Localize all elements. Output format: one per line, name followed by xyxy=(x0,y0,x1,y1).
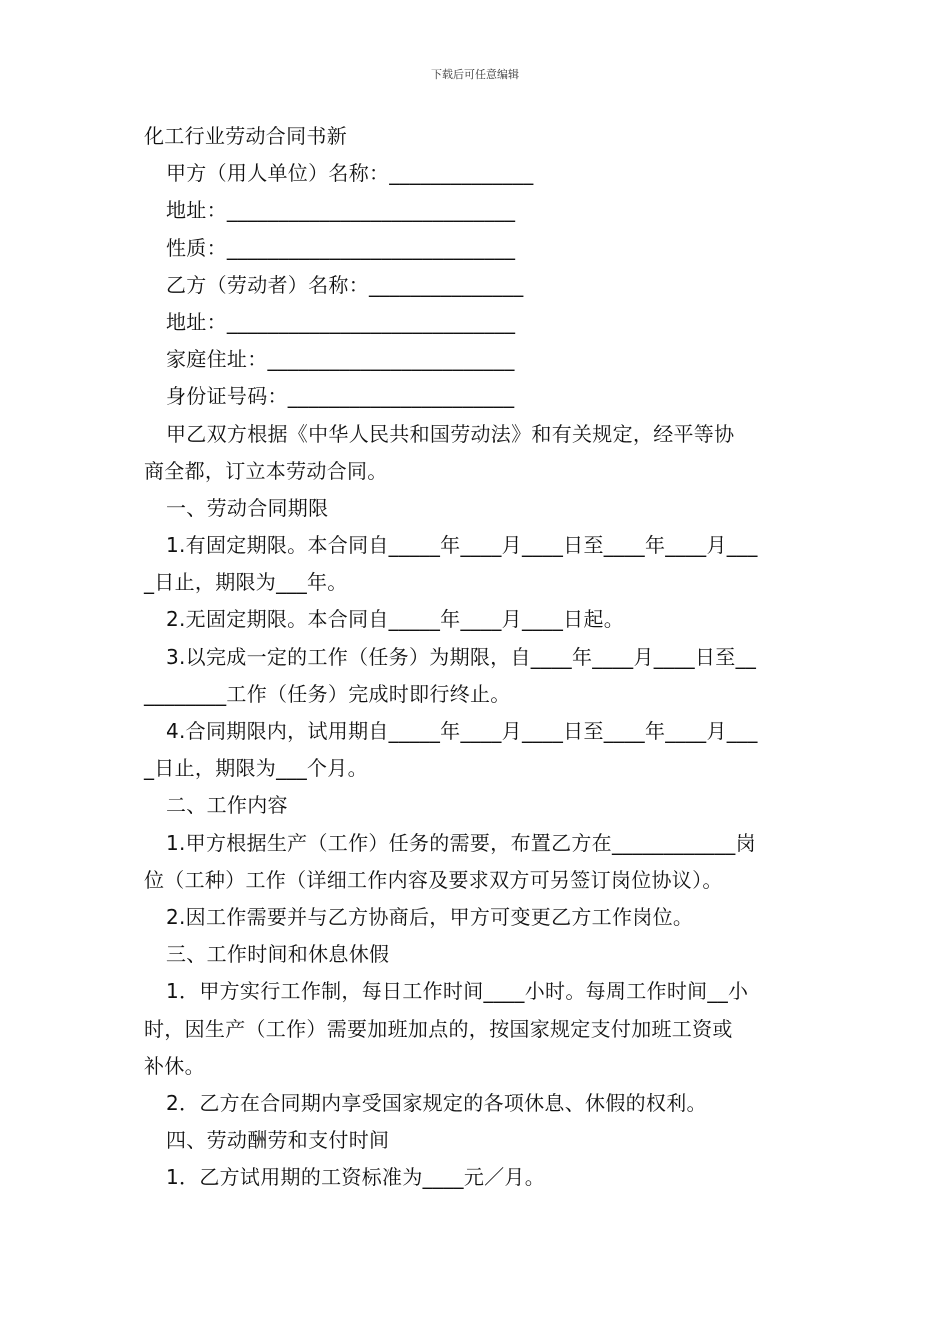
party-b-id-number-line: 身份证号码：______________________ xyxy=(166,384,515,409)
clause-1-3-line-1: 3.以完成一定的工作（任务）为期限，自____年____月____日至__ xyxy=(166,644,757,669)
clause-1-4-line-1: 4.合同期限内，试用期自_____年____月____日至____年____月___ xyxy=(166,719,758,743)
clause-1-1-line-2: _日止，期限为___年。 xyxy=(144,570,348,595)
party-b-home-address-line: 家庭住址：________________________ xyxy=(166,347,515,372)
section-heading-term: 一、劳动合同期限 xyxy=(166,495,329,520)
clause-1-2: 2.无固定期限。本合同自_____年____月____日起。 xyxy=(166,607,625,632)
clause-3-1-line-2: 时，因生产（工作）需要加班加点的，按国家规定支付加班工资或 xyxy=(144,1016,733,1041)
section-heading-remuneration: 四、劳动酬劳和支付时间 xyxy=(166,1128,390,1153)
header-note: 下载后可任意编辑 xyxy=(431,68,519,81)
preamble-line-2: 商全都，订立本劳动合同。 xyxy=(144,458,388,483)
clause-2-1-line-2: 位（工种）工作（详细工作内容及要求双方可另签订岗位协议）。 xyxy=(144,867,723,892)
clause-2-2: 2.因工作需要并与乙方协商后，甲方可变更乙方工作岗位。 xyxy=(166,904,694,929)
clause-4-1: 1．乙方试用期的工资标准为____元／月。 xyxy=(166,1165,546,1190)
clause-2-1-line-1: 1.甲方根据生产（工作）任务的需要，布置乙方在____________岗 xyxy=(166,830,756,855)
document-body xyxy=(144,118,814,1196)
clause-3-1-line-1: 1．甲方实行工作制，每日工作时间____小时。每周工作时间__小 xyxy=(166,979,749,1004)
preamble-line-1: 甲乙双方根据《中华人民共和国劳动法》和有关规定，经平等协 xyxy=(166,421,735,446)
document-title: 化工行业劳动合同书新 xyxy=(144,124,347,148)
clause-1-4-line-2: _日止，期限为___个月。 xyxy=(144,756,368,781)
clause-3-1-line-3: 补休。 xyxy=(144,1053,205,1078)
section-heading-work-content: 二、工作内容 xyxy=(166,793,288,818)
party-a-nature-line: 性质：____________________________ xyxy=(166,235,516,260)
clause-1-3-line-2: ________工作（任务）完成时即行终止。 xyxy=(144,681,511,706)
party-a-address-line: 地址：____________________________ xyxy=(166,198,516,223)
party-a-name-line: 甲方（用人单位）名称：______________ xyxy=(166,161,534,186)
clause-1-1-line-1: 1.有固定期限。本合同自_____年____月____日至____年____月___ xyxy=(166,533,758,558)
section-heading-working-hours: 三、工作时间和休息休假 xyxy=(166,942,390,967)
party-b-name-line: 乙方（劳动者）名称：_______________ xyxy=(166,272,524,297)
party-b-address-line: 地址：____________________________ xyxy=(166,309,516,334)
clause-3-2: 2．乙方在合同期内享受国家规定的各项休息、休假的权利。 xyxy=(166,1090,707,1115)
